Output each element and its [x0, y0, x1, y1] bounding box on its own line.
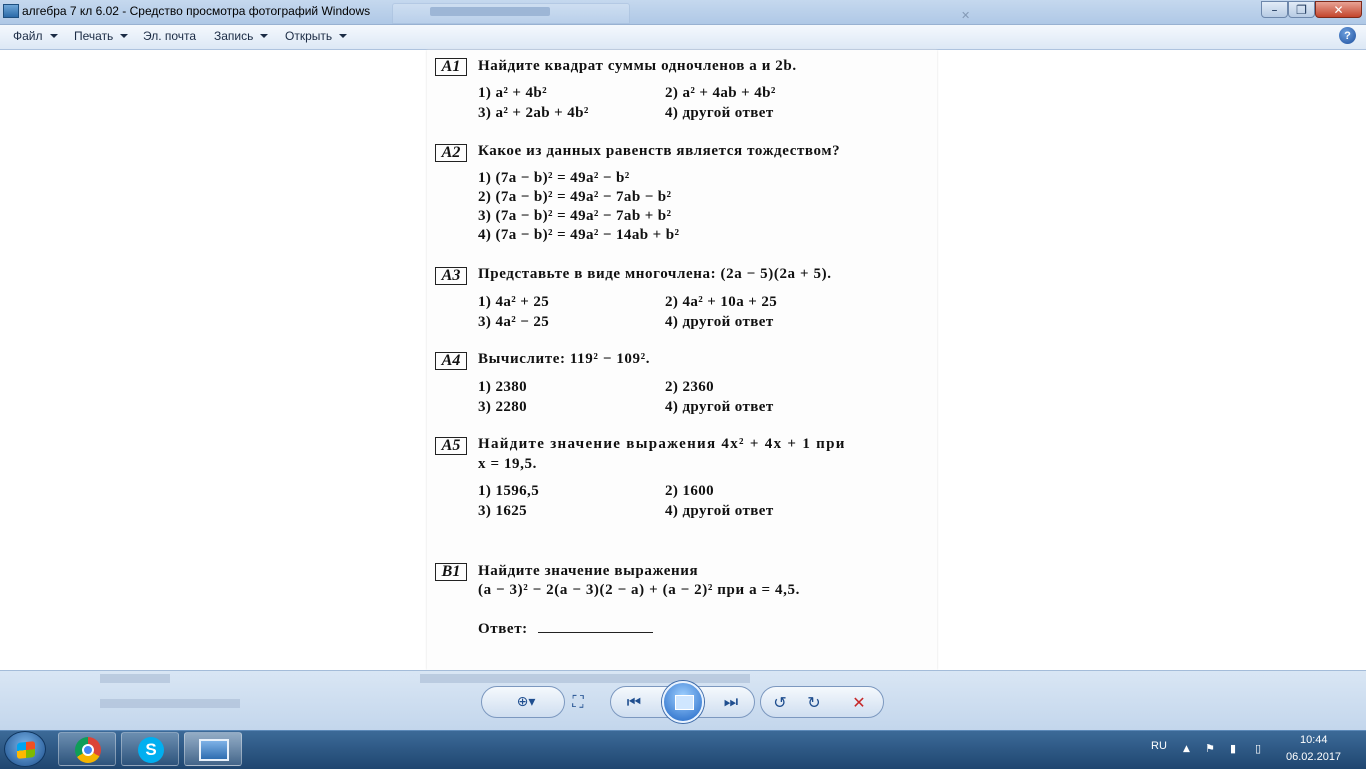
previous-icon[interactable]: ⏮: [626, 692, 642, 711]
chevron-down-icon: [120, 34, 128, 38]
next-icon[interactable]: ⏭: [723, 692, 739, 711]
background-tab-close-icon: ✕: [961, 9, 971, 22]
question-label: A4: [435, 352, 467, 370]
option: 2) a² + 4ab + 4b²: [665, 85, 776, 101]
question-text: Найдите значение выражения 4x² + 4x + 1 при: [478, 436, 846, 452]
question-label: A5: [435, 437, 467, 455]
chevron-down-icon: [50, 34, 58, 38]
skype-icon: S: [138, 737, 164, 763]
option: 2) 4a² + 10a + 25: [665, 294, 778, 310]
taskbar-photo-viewer[interactable]: [184, 732, 242, 766]
option: 2) 1600: [665, 483, 715, 499]
rotate-left-icon[interactable]: ↺: [773, 692, 787, 712]
photo-viewer-icon: [3, 4, 19, 18]
answer-line: [538, 632, 653, 633]
taskbar-chrome[interactable]: [58, 732, 116, 766]
battery-icon[interactable]: ▯: [1255, 742, 1262, 755]
option: 3) (7a − b)² = 49a² − 7ab + b²: [478, 208, 672, 224]
question-expression: (a − 3)² − 2(a − 3)(2 − a) + (a − 2)² при a = 4,5.: [478, 582, 800, 598]
language-indicator[interactable]: RU: [1151, 740, 1167, 752]
option: 4) другой ответ: [665, 399, 774, 415]
option: 2) 2360: [665, 379, 715, 395]
actual-size-icon[interactable]: ⛶: [572, 692, 584, 711]
question-text: Представьте в виде многочлена: (2a − 5)(2a + 5).: [478, 266, 832, 282]
zoom-icon[interactable]: ⊕▾: [516, 694, 536, 710]
menu-open[interactable]: Открыть: [285, 29, 347, 43]
question-text: Найдите значение выражения: [478, 563, 699, 579]
minimize-button[interactable]: –: [1261, 1, 1288, 18]
option: 4) (7a − b)² = 49a² − 14ab + b²: [478, 227, 680, 243]
menu-file[interactable]: Файл: [13, 29, 58, 43]
displayed-photo: [427, 50, 937, 670]
delete-icon[interactable]: ✕: [852, 692, 866, 712]
question-label: A1: [435, 58, 467, 76]
slideshow-icon: [675, 695, 694, 710]
ghost-underlay: [100, 674, 170, 683]
option: 2) (7a − b)² = 49a² − 7ab − b²: [478, 189, 672, 205]
menu-email[interactable]: Эл. почта: [143, 29, 197, 43]
option: 3) 2280: [478, 399, 528, 415]
question-text: Какое из данных равенств является тождеством?: [478, 143, 841, 159]
menu-print[interactable]: Печать: [74, 29, 128, 43]
option: 3) a² + 2ab + 4b²: [478, 105, 589, 121]
help-icon[interactable]: ?: [1339, 27, 1356, 44]
title-bar: [0, 0, 1366, 25]
question-text: Найдите квадрат суммы одночленов a и 2b.: [478, 58, 797, 74]
show-hidden-icons-icon[interactable]: ▲: [1183, 744, 1190, 754]
windows-logo-icon: [17, 741, 35, 759]
question-label: A2: [435, 144, 467, 162]
chevron-down-icon: [339, 34, 347, 38]
question-text: Вычислите: 119² − 109².: [478, 351, 651, 367]
rotate-right-icon[interactable]: ↻: [807, 692, 821, 712]
option: 4) другой ответ: [665, 503, 774, 519]
menu-bar: [0, 25, 1366, 50]
option: 1) 2380: [478, 379, 528, 395]
window-title: алгебра 7 кл 6.02 - Средство просмотра фотографий Windows: [22, 4, 371, 18]
network-signal-icon[interactable]: ▮: [1230, 742, 1237, 755]
background-tab-bar: [430, 7, 550, 16]
taskbar-skype[interactable]: [121, 732, 179, 766]
answer-label: Ответ:: [478, 621, 528, 637]
photo-viewer-icon: [199, 739, 229, 761]
clock-date[interactable]: 06.02.2017: [1286, 751, 1342, 763]
slideshow-button[interactable]: [662, 681, 704, 723]
chrome-icon: [75, 737, 101, 763]
close-button[interactable]: ✕: [1315, 1, 1362, 18]
option: 1) 1596,5: [478, 483, 540, 499]
question-label: B1: [435, 563, 467, 581]
maximize-button[interactable]: ❐: [1288, 1, 1315, 18]
option: 3) 4a² − 25: [478, 314, 550, 330]
clock-time[interactable]: 10:44: [1300, 734, 1328, 746]
start-button[interactable]: [4, 731, 46, 767]
question-text-continued: x = 19,5.: [478, 456, 537, 472]
option: 4) другой ответ: [665, 105, 774, 121]
option: 4) другой ответ: [665, 314, 774, 330]
action-center-flag-icon[interactable]: ⚑: [1205, 742, 1215, 755]
option: 3) 1625: [478, 503, 528, 519]
menu-burn[interactable]: Запись: [214, 29, 268, 43]
ghost-underlay: [420, 674, 750, 683]
question-label: A3: [435, 267, 467, 285]
option: 1) 4a² + 25: [478, 294, 550, 310]
ghost-underlay: [100, 699, 240, 708]
chevron-down-icon: [260, 34, 268, 38]
option: 1) (7a − b)² = 49a² − b²: [478, 170, 630, 186]
option: 1) a² + 4b²: [478, 85, 548, 101]
